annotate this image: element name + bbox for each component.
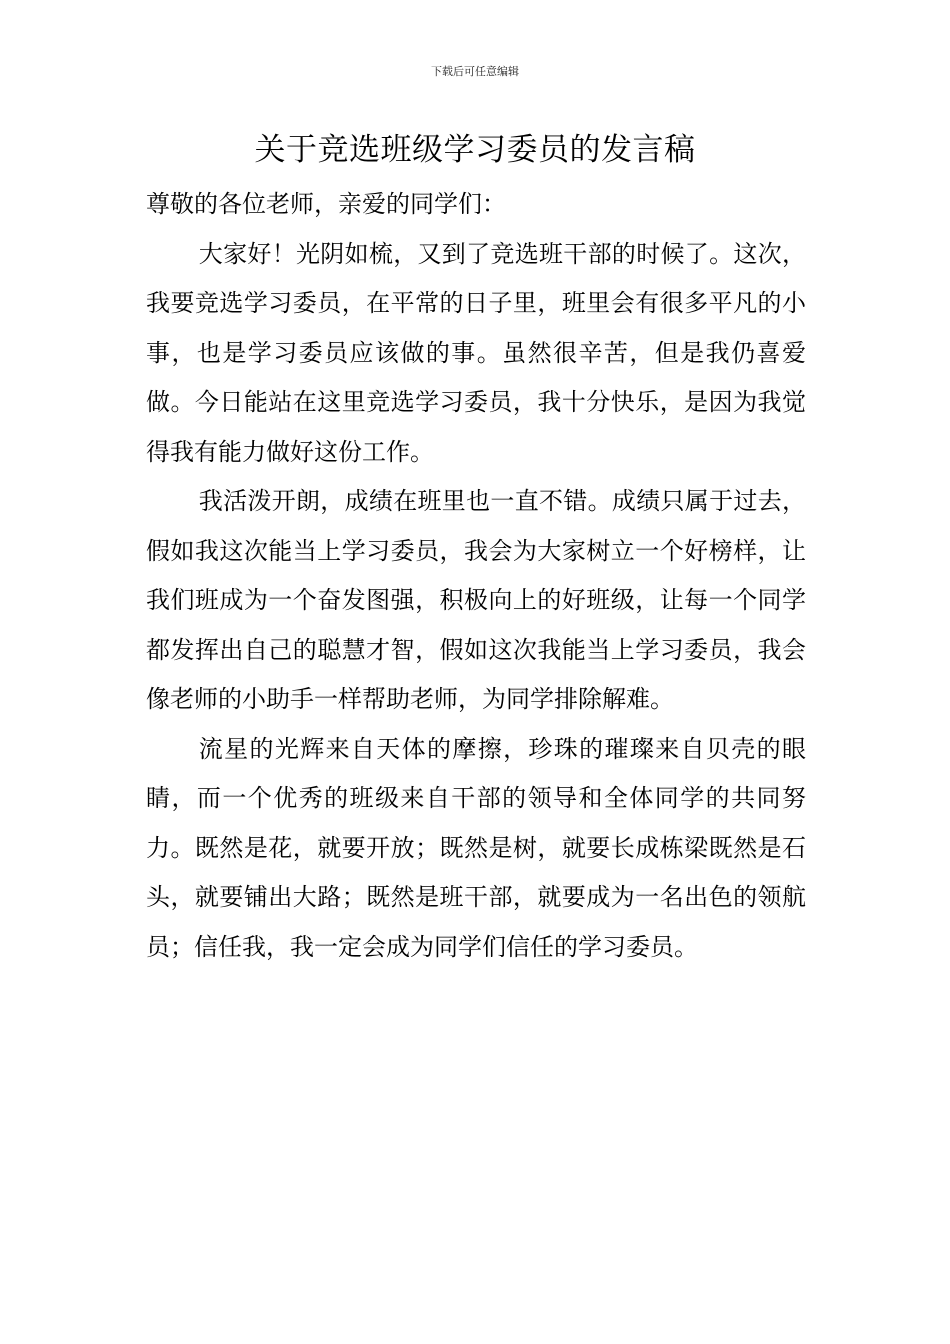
header-note: 下载后可任意编辑: [431, 65, 519, 78]
paragraph-3: 流星的光辉来自天体的摩擦，珍珠的璀璨来自贝壳的眼睛，而一个优秀的班级来自干部的领导和全体同学的共同努力。既然是花，就要开放；既然是树，就要长成栋梁既然是石头，就要铺出大路；既然是班干部，就要成为一名出色的领航员；信任我，我一定会成为同学们信任的学习委员。: [146, 734, 806, 961]
paragraph-1: 大家好！光阴如梳，又到了竞选班干部的时候了。这次，我要竞选学习委员，在平常的日子里，班里会有很多平凡的小事，也是学习委员应该做的事。虽然很辛苦，但是我仍喜爱做。今日能站在这里竞选学习委员，我十分快乐，是因为我觉得我有能力做好这份工作。: [146, 239, 806, 466]
paragraph-2: 我活泼开朗，成绩在班里也一直不错。成绩只属于过去，假如我这次能当上学习委员，我会为大家树立一个好榜样，让我们班成为一个奋发图强，积极向上的好班级，让每一个同学都发挥出自己的聪慧才智，假如这次我能当上学习委员，我会像老师的小助手一样帮助老师，为同学排除解难。: [146, 487, 806, 713]
page-title: 关于竞选班级学习委员的发言稿: [254, 132, 696, 168]
salutation: 尊敬的各位老师，亲爱的同学们：: [146, 190, 506, 218]
speech-body: [146, 180, 806, 972]
